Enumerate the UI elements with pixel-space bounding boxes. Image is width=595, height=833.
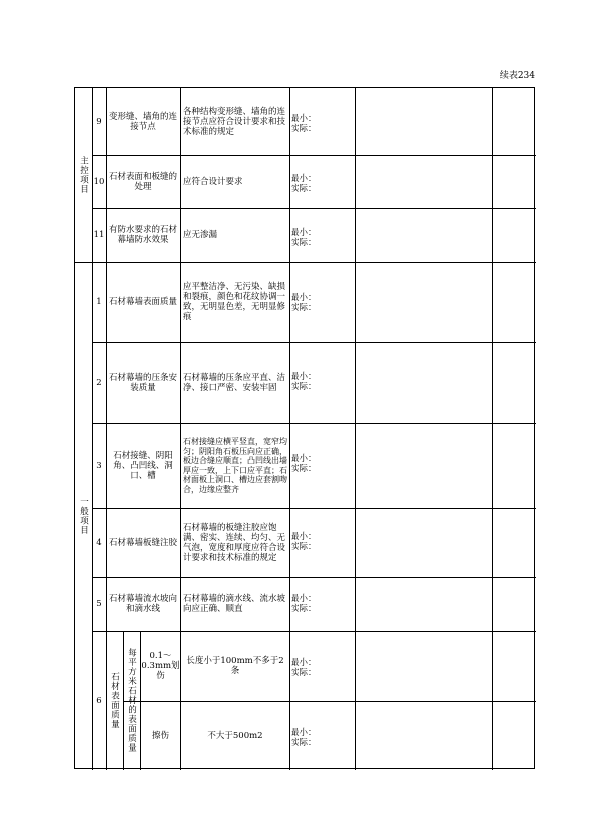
item-name: 石材幕墙表面质量 [108, 297, 177, 307]
standard-text: 各种结构变形缝、墙角的连接节点应符合设计要求和技术标准的规定 [183, 106, 286, 137]
standard-text: 石材幕墙的板缝注胶应饱满、密实、连续、均匀、无气泡，宽度和厚度应符合设计要求和技术标准的规定 [183, 522, 286, 563]
standard-text: 长度小于100mm不多于2条 [186, 656, 284, 676]
group-label: 石材表面质量 [109, 672, 120, 729]
row-number: 10 [93, 176, 105, 187]
standard-text: 石材幕墙的滴水线、流水坡向应正确、顺直 [183, 594, 286, 614]
sub-group-label: 每平方米石材的表面质量 [126, 648, 137, 753]
item-name: 石材表面和板缝的处理 [108, 171, 177, 192]
actual-value: 实际： [291, 464, 317, 474]
item-name: 石材幕墙板缝注胶 [108, 537, 177, 548]
sub-item-name: 擦伤 [151, 730, 169, 741]
row-number: 4 [96, 537, 102, 548]
standard-text: 应无渗漏 [183, 230, 218, 240]
row-number: 5 [96, 599, 102, 609]
sub-item-name: 0.1～0.3mm划伤 [141, 651, 180, 681]
row-number: 9 [96, 116, 102, 127]
actual-value: 实际： [291, 303, 317, 313]
item-name: 有防水要求的石材幕墙防水效果 [108, 225, 177, 245]
row-number: 1 [96, 297, 102, 307]
section-label-general: 一般项目 [78, 497, 89, 535]
min-value: 最小： [291, 454, 317, 464]
standard-text: 应符合设计要求 [183, 176, 243, 187]
min-value: 最小： [291, 114, 317, 124]
item-name: 石材幕墙流水坡向和滴水线 [108, 594, 177, 614]
row-number: 6 [96, 695, 102, 706]
min-value: 最小： [291, 728, 317, 738]
min-value: 最小： [291, 594, 317, 604]
section-label-main-control: 主控项目 [78, 156, 89, 194]
col-divider [289, 88, 290, 770]
standard-text: 不大于500m2 [207, 730, 263, 741]
standard-text: 石材幕墙的压条应平直、洁净、接口严密、安装牢固 [183, 372, 286, 393]
actual-value: 实际： [291, 382, 317, 392]
col-divider [492, 88, 493, 770]
min-value: 最小： [291, 372, 317, 382]
row-number: 11 [93, 230, 105, 240]
standard-text: 应平整洁净、无污染、缺损和裂痕，颜色和花纹协调一致，无明显色差，无明显修痕 [183, 282, 286, 322]
min-value: 最小： [291, 293, 317, 303]
actual-value: 实际： [291, 542, 317, 552]
actual-value: 实际： [291, 184, 317, 194]
standard-text: 石材接缝应横平竖直，宽窄均匀；阴阳角石板压向应正确，板边合缝应顺直；凸凹线出墙厚应一致，上下口应平直；石材面板上洞口、槽边应套割吻合，边缘应整齐 [183, 437, 287, 494]
actual-value: 实际： [291, 668, 317, 678]
col-divider [180, 88, 181, 770]
actual-value: 实际： [291, 238, 317, 248]
min-value: 最小： [291, 658, 317, 668]
inspection-table [74, 87, 535, 769]
actual-value: 实际： [291, 738, 317, 748]
item-name: 石材接缝、阴阳角、凸凹线、洞口、槽 [113, 450, 173, 481]
col-divider [355, 88, 356, 770]
continued-table-label: 续表234 [499, 71, 535, 81]
row-number: 2 [96, 377, 102, 388]
min-value: 最小： [291, 532, 317, 542]
row-number: 3 [96, 460, 102, 471]
item-name: 石材幕墙的压条安装质量 [108, 372, 177, 393]
min-value: 最小： [291, 228, 317, 238]
min-value: 最小： [291, 174, 317, 184]
item-name: 变形缝、墙角的连接节点 [108, 111, 177, 132]
actual-value: 实际： [291, 604, 317, 614]
actual-value: 实际： [291, 124, 317, 134]
